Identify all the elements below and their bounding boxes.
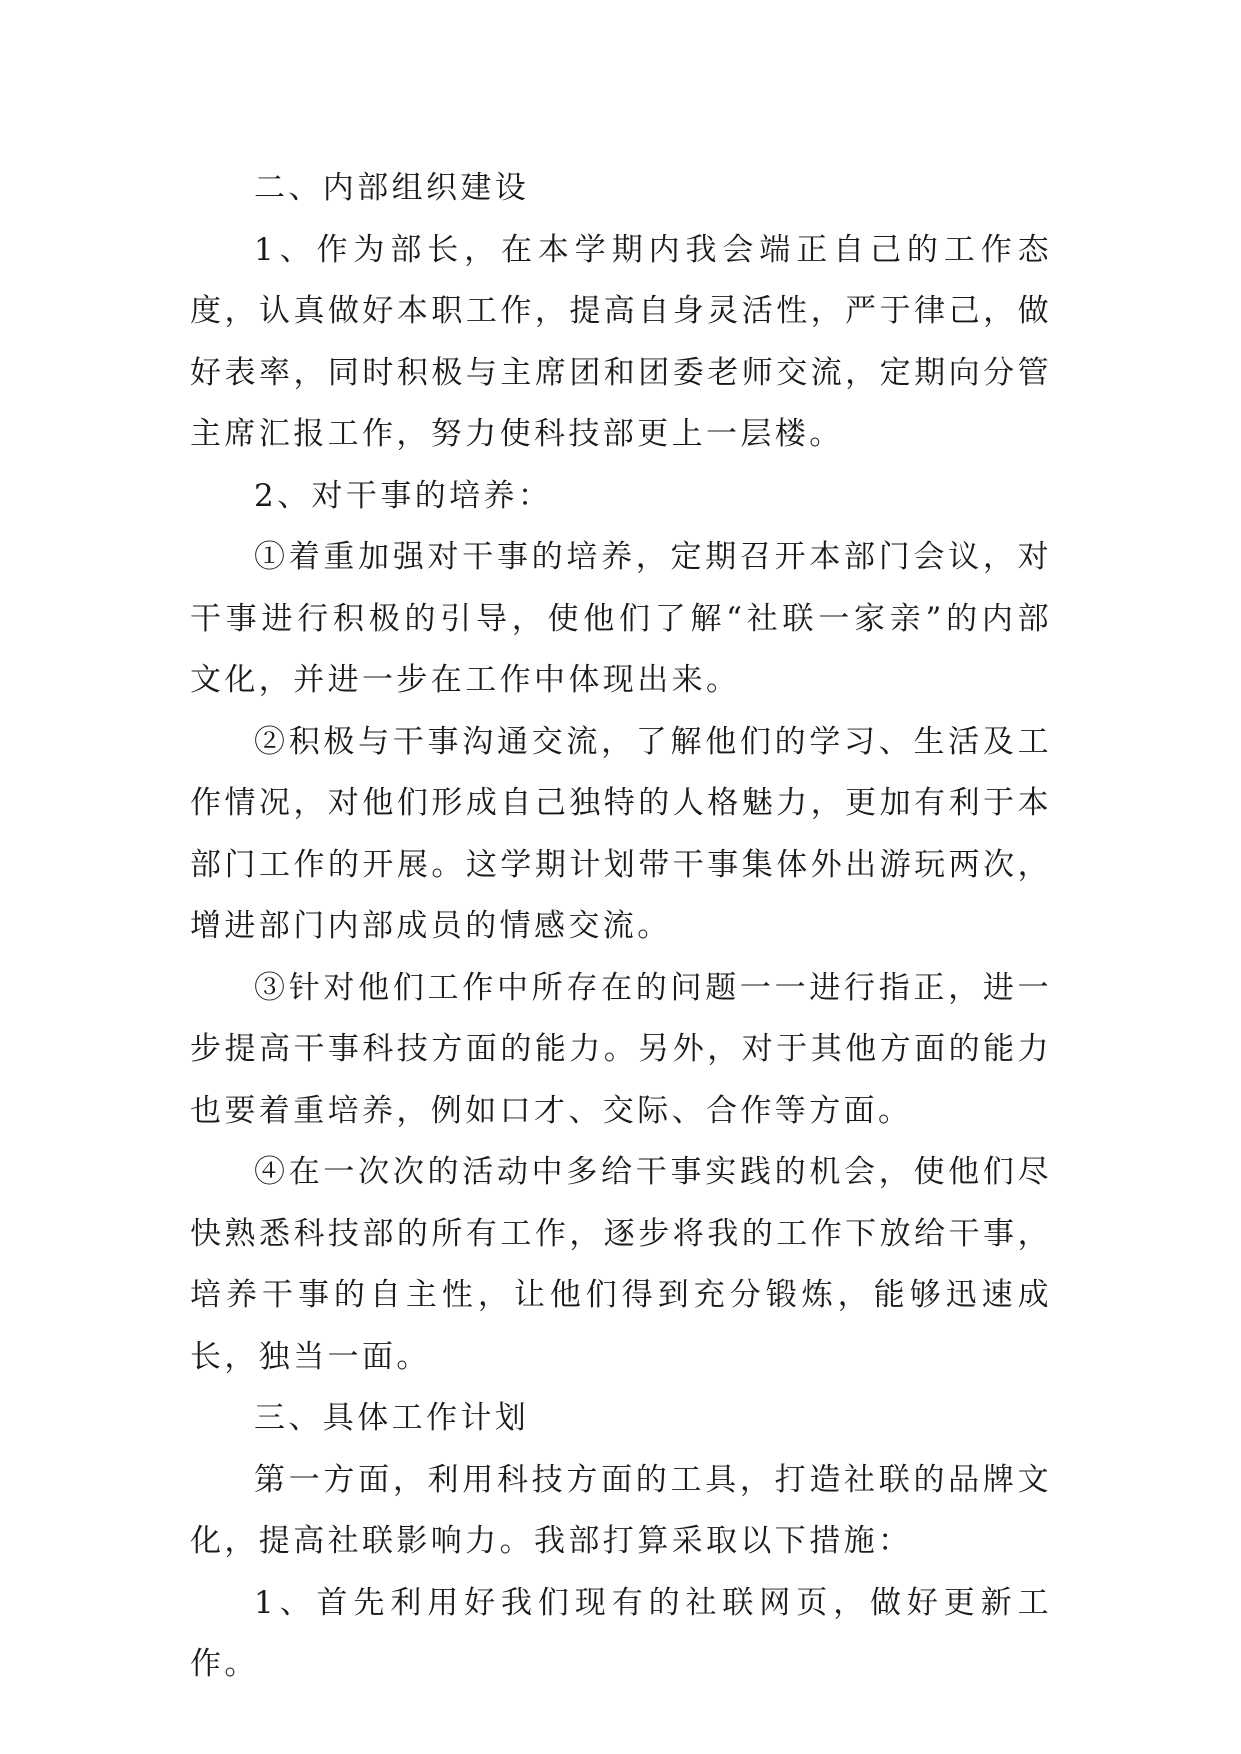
- paragraph-training-item-2: ②积极与干事沟通交流，了解他们的学习、生活及工作情况，对他们形成自己独特的人格魅力，更加有利于本部门工作的开展。这学期计划带干事集体外出游玩两次，增进部门内部成员的情感交流。: [190, 723, 1052, 944]
- heading-internal-organization: 二、内部组织建设: [254, 170, 530, 206]
- heading-work-plan: 三、具体工作计划: [254, 1400, 530, 1436]
- paragraph-minister-duty: 1、作为部长，在本学期内我会端正自己的工作态度，认真做好本职工作，提高自身灵活性，严于律己，做好表率，同时积极与主席团和团委老师交流，定期向分管主席汇报工作，努力使科技部更上一层楼。: [190, 231, 1052, 452]
- subheading-staff-training: 2、对干事的培养：: [254, 477, 553, 514]
- paragraph-training-item-1: ①着重加强对干事的培养，定期召开本部门会议，对干事进行积极的引导，使他们了解“社联一家亲”的内部文化，并进一步在工作中体现出来。: [190, 539, 1052, 698]
- paragraph-training-item-4: ④在一次次的活动中多给干事实践的机会，使他们尽快熟悉科技部的所有工作，逐步将我的工作下放给干事，培养干事的自主性，让他们得到充分锻炼，能够迅速成长，独当一面。: [190, 1154, 1052, 1375]
- paragraph-training-item-3: ③针对他们工作中所存在的问题一一进行指正，进一步提高干事科技方面的能力。另外，对于其他方面的能力也要着重培养，例如口才、交际、合作等方面。: [190, 969, 1052, 1129]
- document-body: [190, 158, 1052, 1696]
- paragraph-first-aspect: 第一方面，利用科技方面的工具，打造社联的品牌文化，提高社联影响力。我部打算采取以下措施：: [190, 1461, 1052, 1559]
- paragraph-measure-1: 1、首先利用好我们现有的社联网页，做好更新工作。: [190, 1584, 1052, 1682]
